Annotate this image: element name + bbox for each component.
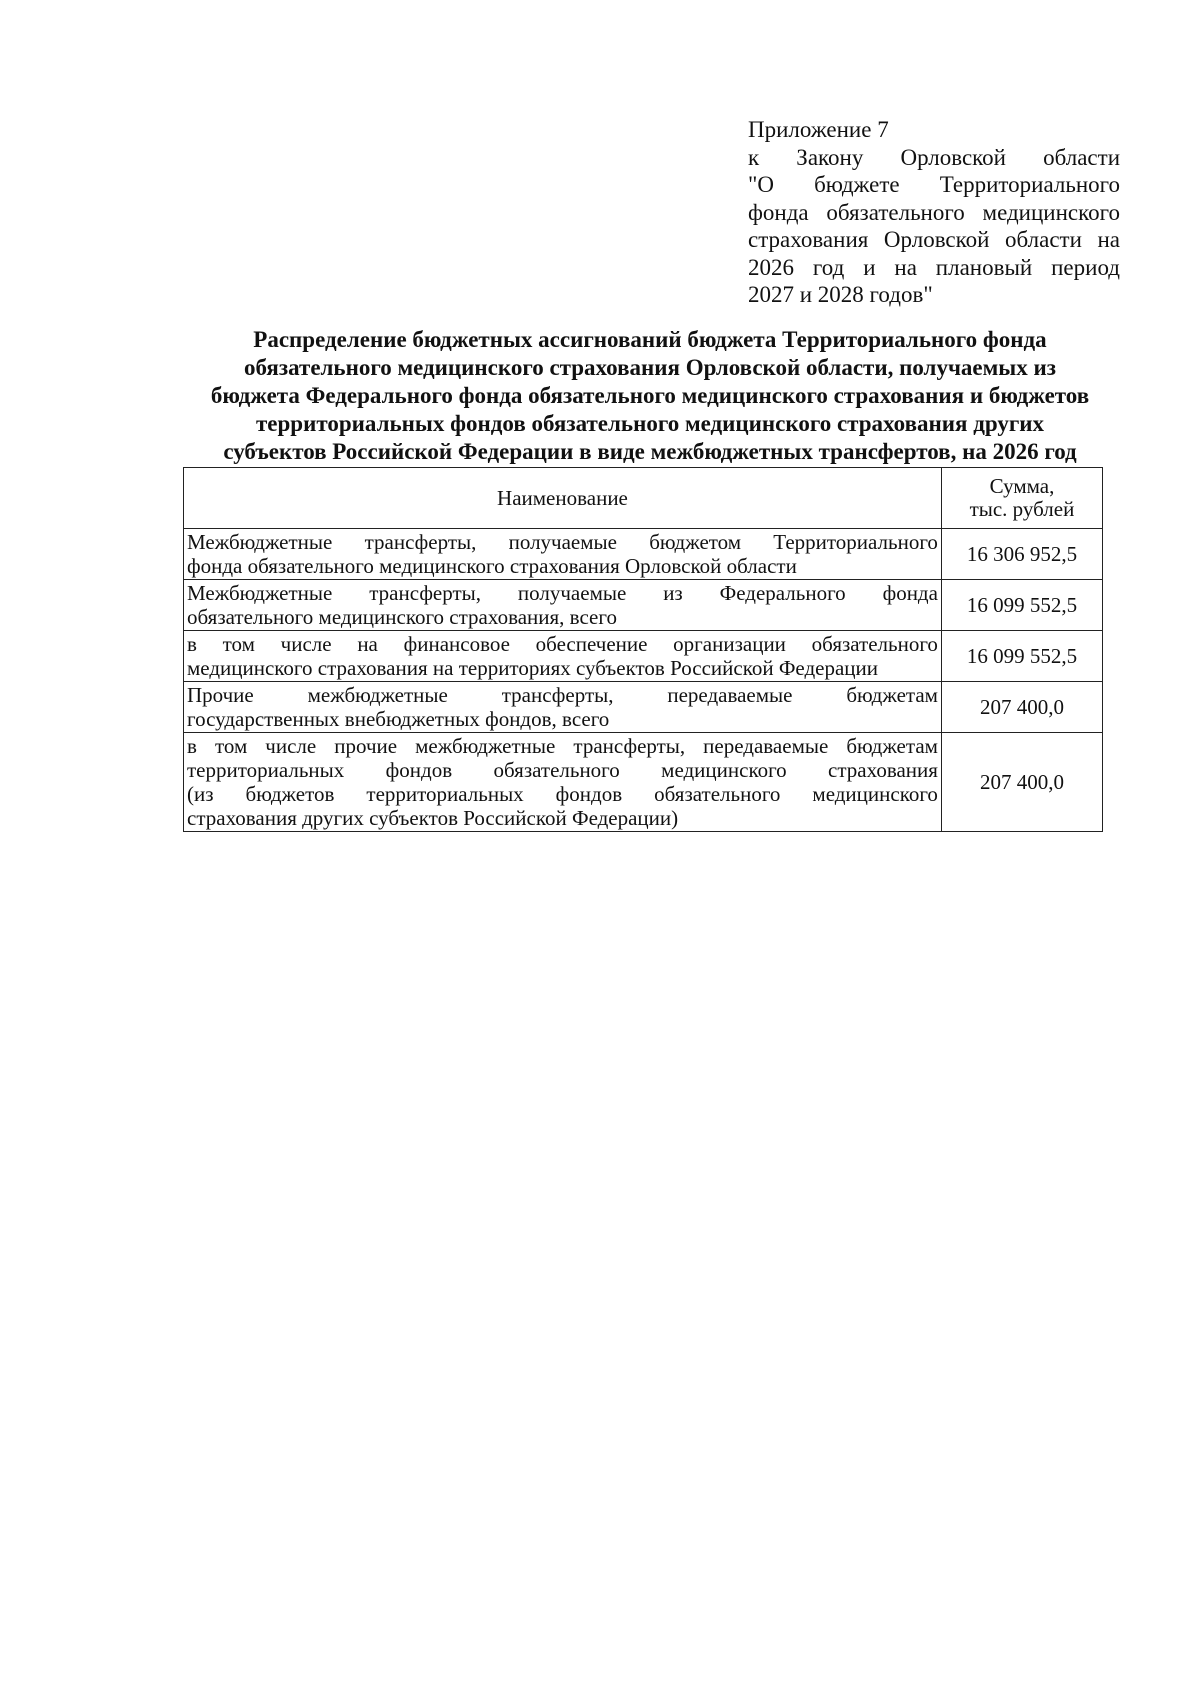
row-name-cell — [184, 682, 942, 733]
row-sum-cell: 207 400,0 — [941, 682, 1102, 733]
row-sum-cell: 207 400,0 — [941, 733, 1102, 832]
row-sum-cell: 16 306 952,5 — [941, 529, 1102, 580]
table-row — [184, 733, 1103, 832]
table-row — [184, 631, 1103, 682]
row-name-line: страхования других субъектов Российской Федерации) — [187, 806, 679, 830]
appendix-line: 2027 и 2028 годов" — [748, 282, 933, 307]
row-name-cell — [184, 529, 942, 580]
appendix-line: страхования Орловской области на — [748, 227, 1120, 252]
row-name-cell — [184, 580, 942, 631]
title-line: бюджета Федерального фонда обязательного медицинского страхования и бюджетов — [210, 383, 1090, 408]
row-name-line: в том числе на финансовое обеспечение организации обязательного — [187, 632, 938, 656]
header-name-cell: Наименование — [184, 468, 942, 529]
row-name-line: медицинского страхования на территориях субъектов Российской Федерации — [187, 656, 879, 680]
title-line: Распределение бюджетных ассигнований бюджета Территориального фонда — [253, 327, 1047, 352]
header-sum-unit: тыс. рублей — [969, 497, 1075, 521]
row-name-line: Прочие межбюджетные трансферты, передаваемые бюджетам — [187, 683, 938, 707]
budget-table — [183, 467, 1103, 832]
appendix-line: Приложение 7 — [748, 117, 889, 142]
row-name-line: территориальных фондов обязательного медицинского страхования — [187, 758, 938, 782]
table-row — [184, 529, 1103, 580]
table-row — [184, 682, 1103, 733]
title-line: субъектов Российской Федерации в виде межбюджетных трансфертов, на 2026 год — [223, 439, 1077, 464]
row-name-cell — [184, 733, 942, 832]
row-name-cell — [184, 631, 942, 682]
table-header-row — [184, 468, 1103, 529]
row-sum-cell: 16 099 552,5 — [941, 631, 1102, 682]
title-line: территориальных фондов обязательного медицинского страхования других — [255, 411, 1045, 436]
row-name-line: Межбюджетные трансферты, получаемые бюджетом Территориального — [187, 530, 938, 554]
row-name-line: Межбюджетные трансферты, получаемые из Федерального фонда — [187, 581, 938, 605]
table-row — [184, 580, 1103, 631]
row-name-line: государственных внебюджетных фондов, всего — [187, 707, 610, 731]
document-title — [170, 326, 1130, 466]
title-line: обязательного медицинского страхования Орловской области, получаемых из — [244, 355, 1056, 380]
row-sum-cell: 16 099 552,5 — [941, 580, 1102, 631]
row-name-line: в том числе прочие межбюджетные трансферты, передаваемые бюджетам — [187, 734, 938, 758]
row-name-line: (из бюджетов территориальных фондов обязательного медицинского — [187, 782, 938, 806]
appendix-line: к Закону Орловской области — [748, 144, 1120, 170]
appendix-line: 2026 год и на плановый период — [748, 254, 1120, 280]
header-sum-cell — [941, 468, 1102, 529]
row-name-line: фонда обязательного медицинского страхования Орловской области — [187, 554, 797, 578]
appendix-line: "О бюджете Территориального — [748, 172, 1120, 197]
row-name-line: обязательного медицинского страхования, всего — [187, 605, 617, 629]
header-sum-label: Сумма, — [989, 474, 1055, 498]
appendix-line: фонда обязательного медицинского — [748, 199, 1120, 225]
appendix-block — [748, 116, 1120, 309]
